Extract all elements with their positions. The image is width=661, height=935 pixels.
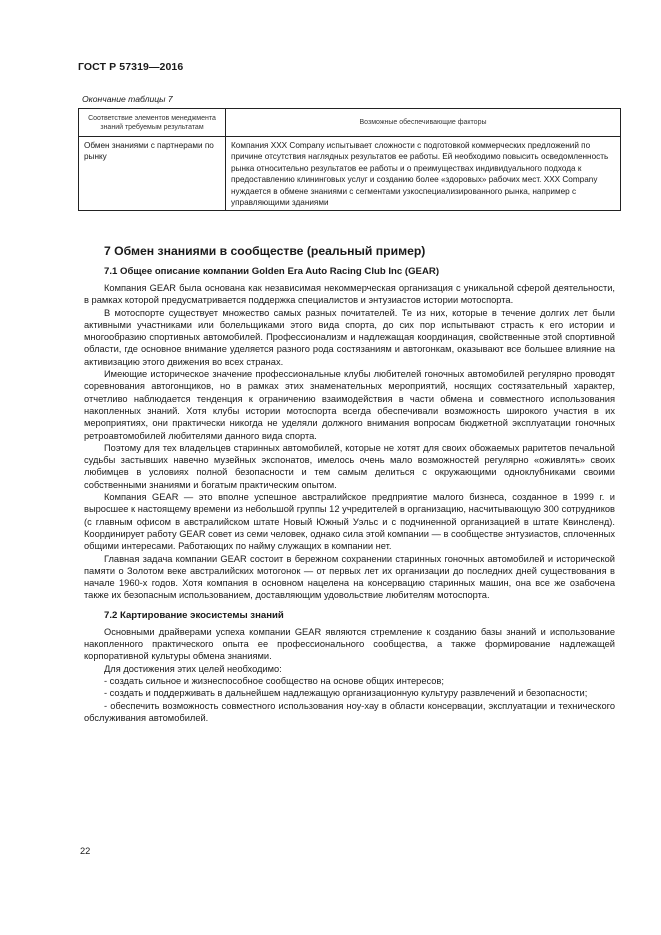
table-cell: Компания XXX Company испытывает сложности с подготовкой коммерческих предложений по причине отсутствия наглядных результатов ее работы. Ей необходимо повысить осведомленность рынка относительно результатов ее работы и о преимуществах индивидуального подхода к предоставлению клининговых услуг и созданию более «здоровых» рабочих мест. XXX Company нуждается в обмене знаниями с сегментами узкоспециализированного рынка, например с управляющими зданиями: [226, 137, 621, 211]
subsection-heading: 7.2 Картирование экосистемы знаний: [104, 609, 284, 621]
paragraph: Для достижения этих целей необходимо:: [104, 663, 282, 674]
paragraph: Компания GEAR была основана как независимая некоммерческая организация с уникальной сферой деятельности, в рамках которой предусматривается поддержка специалистов и энтузиастов истории мотоспорта.: [84, 283, 615, 306]
list-item: - создать и поддерживать в дальнейшем надлежащую организационную культуру развлечений и безопасности;: [104, 688, 588, 699]
table-header-row: [79, 109, 621, 137]
paragraph: Основными драйверами успеха компании GEAR являются стремление к созданию базы знаний и использование накопленного практического опыта ее профессионального сообщества, а также формирование надлежащей корпоративной культуры обмена знаниями.: [84, 626, 615, 662]
table-row: [79, 137, 621, 211]
list-item: - обеспечить возможность совместного использования ноу-хау в области консервации, эксплуатации и технического обслуживания автомобилей.: [84, 700, 615, 723]
page-number: 22: [80, 846, 91, 856]
subsection-heading: 7.1 Общее описание компании Golden Era Auto Racing Club Inc (GEAR): [104, 266, 440, 277]
section-heading: 7 Обмен знаниями в сообществе (реальный пример): [104, 244, 426, 258]
paragraph: Компания GEAR — это вполне успешное австралийское предприятие малого бизнеса, созданное в 1999 г. и выросшее к настоящему времени из небольшой группы 12 учредителей в организацию, насчитывающую 300 сотрудников (с главным офисом в австралийском штате Новый Южный Уэльс и с подчиненной организацией в штате Квинсленд). Координирует работу GEAR совет из семи человек, однако сила этой компании — в сообществе энтузиастов, сплоченных общими интересами. Работающих по найму служащих в компании нет.: [84, 492, 615, 552]
paragraph: Поэтому для тех владельцев старинных автомобилей, которые не хотят для своих обожаемых раритетов печальной судьбы застывших навечно музейных экспонатов, имелось очень мало возможностей регулярно «оживлять» своих любимцев в условиях полной безопасности и тем самым делиться с окружающими одноклубниками своими собственными знаниями и богатым практическим опытом.: [84, 442, 615, 490]
paragraph: В мотоспорте существует множество самых разных почитателей. Те из них, которые в течение долгих лет были активными участниками или болельщиками этого вида спорта, до сих пор испытывают страсть к его истории и многообразию спортивных автомобилей. Профессионализм и надлежащая координация, свойственные этой спортивной области, где основное внимание уделяется разного рода состязаниям и автогонкам, оказывают все большее влияние на активизацию этого движения во всех странах.: [84, 307, 615, 367]
table-cell: Обмен знаниями с партнерами по рынку: [79, 137, 226, 211]
list-item: - создать сильное и жизнеспособное сообщество на основе общих интересов;: [104, 675, 444, 686]
document-body: [84, 244, 615, 724]
table-caption: Окончание таблицы 7: [82, 94, 173, 104]
paragraph: Главная задача компании GEAR состоит в бережном сохранении старинных гоночных автомобилей и исторической памяти о Золотом веке австралийских мотогонок — от первых лет их организации до последних дней существования в начале 1960-х годов. Хотя компания в основном нацелена на консервацию старинных машин, она все же озабочена также их безопасным использованием, доставляющим удовольствие любителям мотоспорта.: [84, 553, 615, 601]
paragraph: Имеющие историческое значение профессиональные клубы любителей гоночных автомобилей регулярно проводят соревнования автогонщиков, но в рамках этих знаменательных мероприятий, носящих состязательный характер, отчетливо наблюдается тенденция к ограничению взаимодействия в части обмена и совместного использования накопленных знаний. Хотя клубы истории мотоспорта всегда обеспечивали возможность широкого участия в их мероприятиях, они практически никогда не уделяли должного внимания вопросам бюджетной эксплуатации гоночных ретроавтомобилей любителями данного вида спорта.: [84, 369, 615, 441]
column-header: Соответствие элементов менеджмента знаний требуемым результатам: [79, 109, 226, 137]
factors-table: [78, 108, 621, 211]
standard-header: ГОСТ Р 57319—2016: [78, 61, 184, 73]
column-header: Возможные обеспечивающие факторы: [226, 109, 621, 137]
